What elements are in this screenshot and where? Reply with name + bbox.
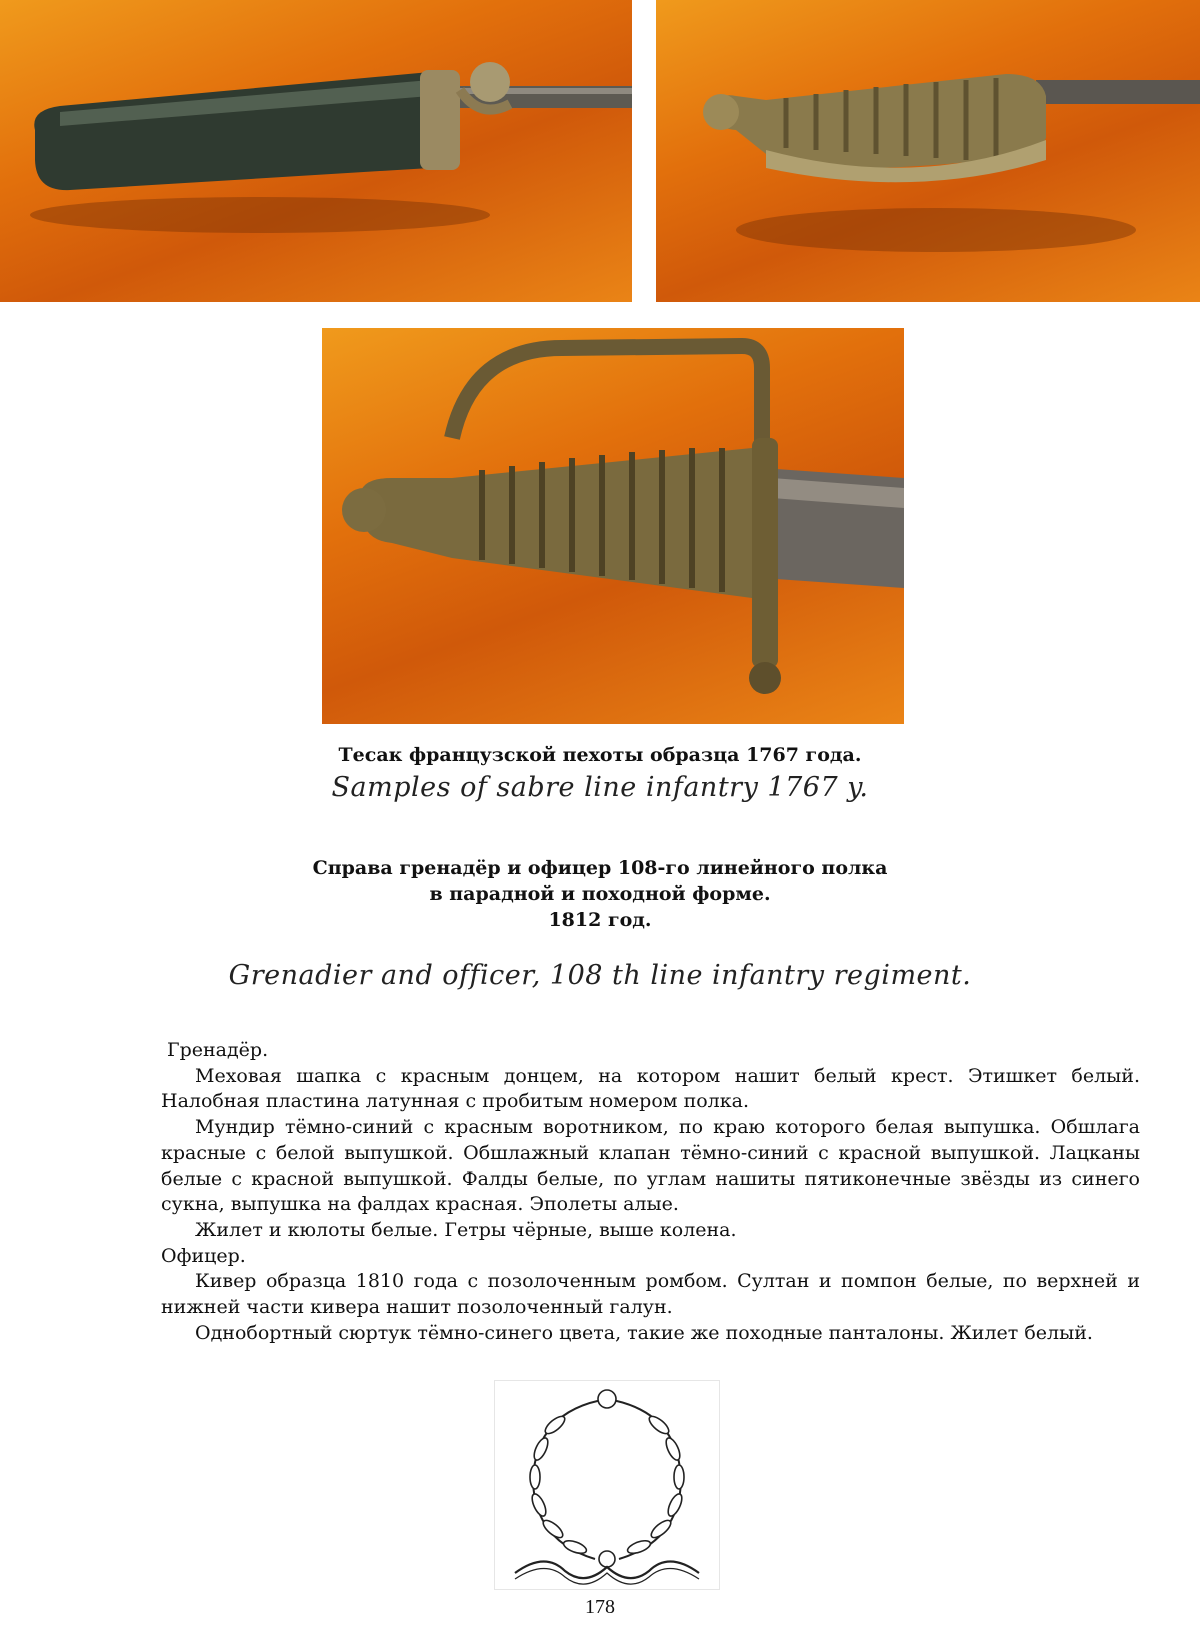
sabre-hilt-green-grip-photo [0,0,632,302]
body-text [161,1038,1140,1346]
paragraph-grenadier-heading: Гренадёр. [167,1039,269,1061]
photo-sabre-grip-right [656,0,1200,302]
paragraph-officer-coat: Однобортный сюртук тёмно-синего цвета, такие же походные панталоны. Жилет белый. [195,1321,1093,1344]
laurel-wreath-ornament [494,1380,720,1590]
sabre-hilt-brass-ribbed-photo [656,0,1200,302]
paragraph-officer-heading: Офицер. [161,1244,246,1267]
heading-line-2: в парадной и походной форме. [429,883,771,905]
paragraph-officer-shako: Кивер образца 1810 года с позолоченным ромбом. Султан и помпон белые, по верхней и нижней части кивера нашит позолоченный галун. [161,1270,1140,1319]
page-number: 178 [585,1596,615,1618]
photo-sabre-grip-left [0,0,632,302]
laurel-wreath-icon [495,1381,719,1589]
photo-sabre-hilt-center [322,328,904,724]
paragraph-grenadier-headwear: Меховая шапка с красным донцем, на котором нашит белый крест. Этишкет белый. Налобная пластина латунная с пробитым номером полка. [161,1064,1140,1113]
heading-line-1: Справа гренадёр и офицер 108-го линейного полка [312,857,888,879]
paragraph-grenadier-uniform: Мундир тёмно-синий с красным воротником, по краю которого белая выпушка. Обшлага красные с белой выпушкой. Обшлажный клапан тёмно-синий с красной выпушкой. Лацканы белые с красной выпушкой. Фалды белые, по углам нашиты пятиконечные звёзды из синего сукна, выпушка на фалдах красная. Эполеты алые. [161,1116,1140,1216]
caption-russian: Тесак французской пехоты образца 1767 года. [338,744,862,766]
caption-english: Samples of sabre line infantry 1767 y. [331,772,869,803]
heading-english: Grenadier and officer, 108 th line infantry regiment. [228,960,972,991]
heading-line-3: 1812 год. [548,909,652,931]
sabre-hilt-knuckle-guard-photo [322,328,904,724]
paragraph-grenadier-legwear: Жилет и кюлоты белые. Гетры чёрные, выше колена. [195,1218,737,1241]
